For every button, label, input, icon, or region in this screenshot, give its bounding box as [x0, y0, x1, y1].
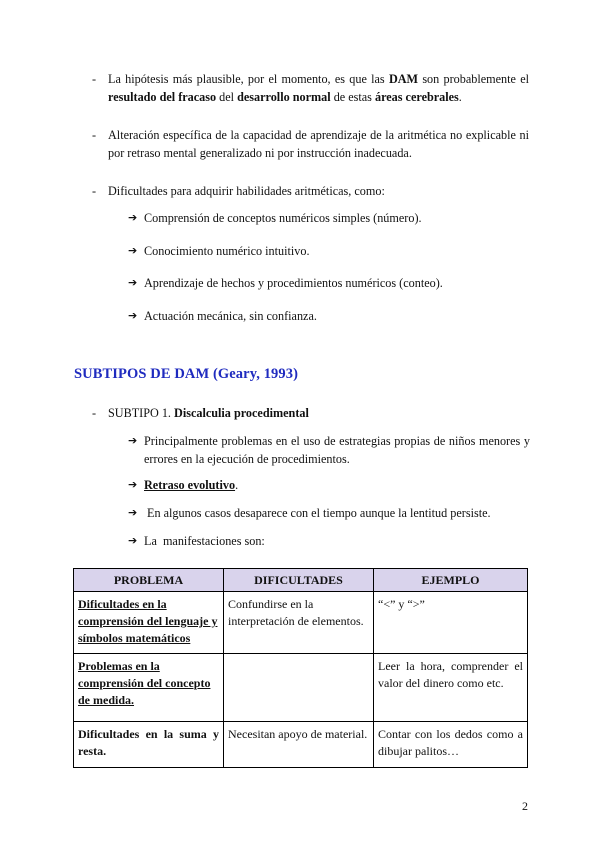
dash-bullet: - [92, 72, 97, 86]
arrow-bullet-icon: ➔ [128, 478, 138, 491]
header-problema: PROBLEMA [74, 569, 224, 592]
cell-dificultades [224, 654, 374, 722]
cell-ejemplo: “<” y “>” [374, 592, 528, 654]
dash-bullet: - [92, 184, 97, 198]
subtype-point-manifestaciones: ➔ La manifestaciones son: [128, 534, 265, 548]
dash-bullet: - [92, 406, 97, 420]
cell-problema: Problemas en la comprensión del concepto de medida. [74, 654, 224, 722]
cell-ejemplo: Contar con los dedos como a dibujar palitos… [374, 722, 528, 768]
subtype-point-desaparece: ➔ En algunos casos desaparece con el tiempo aunque la lentitud persiste. [128, 506, 491, 520]
subtype-point-problems: ➔ Principalmente problemas en el uso de estrategias propias de niños menores y errores en la ejecución de procedimientos. [128, 434, 530, 466]
bullet-subtype-1 [92, 404, 529, 422]
dash-bullet: - [92, 128, 97, 142]
table-row [74, 592, 528, 654]
cell-dificultades: Confundirse en la interpretación de elementos. [224, 592, 374, 654]
page-number: 2 [522, 799, 528, 813]
bullet-difficulties-text: Dificultades para adquirir habilidades aritméticas, como: [108, 184, 385, 198]
subitem-actuacion: ➔ Actuación mecánica, sin confianza. [128, 309, 317, 323]
arrow-bullet-icon: ➔ [128, 309, 138, 322]
arrow-bullet-icon: ➔ [128, 534, 138, 547]
bullet-definition-text: Alteración específica de la capacidad de aprendizaje de la aritmética no explicable ni por retraso mental generalizado ni por instrucción inadecuada. [108, 128, 529, 160]
arrow-bullet-icon: ➔ [128, 276, 138, 289]
subtype-title: SUBTIPO 1. Discalculia procedimental [108, 406, 309, 420]
cell-problema: Dificultades en la comprensión del lenguaje y símbolos matemáticos [74, 592, 224, 654]
cell-ejemplo: Leer la hora, comprender el valor del dinero como etc. [374, 654, 528, 722]
cell-dificultades: Necesitan apoyo de material. [224, 722, 374, 768]
manifestations-table [73, 568, 528, 768]
arrow-bullet-icon: ➔ [128, 211, 138, 224]
subitem-comprension: ➔ Comprensión de conceptos numéricos simples (número). [128, 211, 422, 225]
table-row [74, 654, 528, 722]
section-heading: SUBTIPOS DE DAM (Geary, 1993) [74, 366, 299, 382]
subitem-conocimiento: ➔ Conocimiento numérico intuitivo. [128, 244, 310, 258]
bullet-hypothesis-text: La hipótesis más plausible, por el momento, es que las DAM son probablemente el resultado del fracaso del desarrollo normal de estas áreas cerebrales. [108, 72, 529, 104]
cell-problema: Dificultades en la suma y resta. [74, 722, 224, 768]
subitem-aprendizaje: ➔ Aprendizaje de hechos y procedimientos numéricos (conteo). [128, 276, 443, 290]
header-ejemplo: EJEMPLO [374, 569, 528, 592]
header-dificultades: DIFICULTADES [224, 569, 374, 592]
bullet-hypothesis [92, 70, 529, 106]
bullet-definition [92, 126, 529, 162]
table-header-row [74, 569, 528, 592]
arrow-bullet-icon: ➔ [128, 434, 138, 447]
table-row [74, 722, 528, 768]
bullet-difficulties [92, 182, 529, 200]
arrow-bullet-icon: ➔ [128, 506, 138, 519]
subtype-point-retraso: ➔ Retraso evolutivo. [128, 478, 239, 492]
arrow-bullet-icon: ➔ [128, 244, 138, 257]
